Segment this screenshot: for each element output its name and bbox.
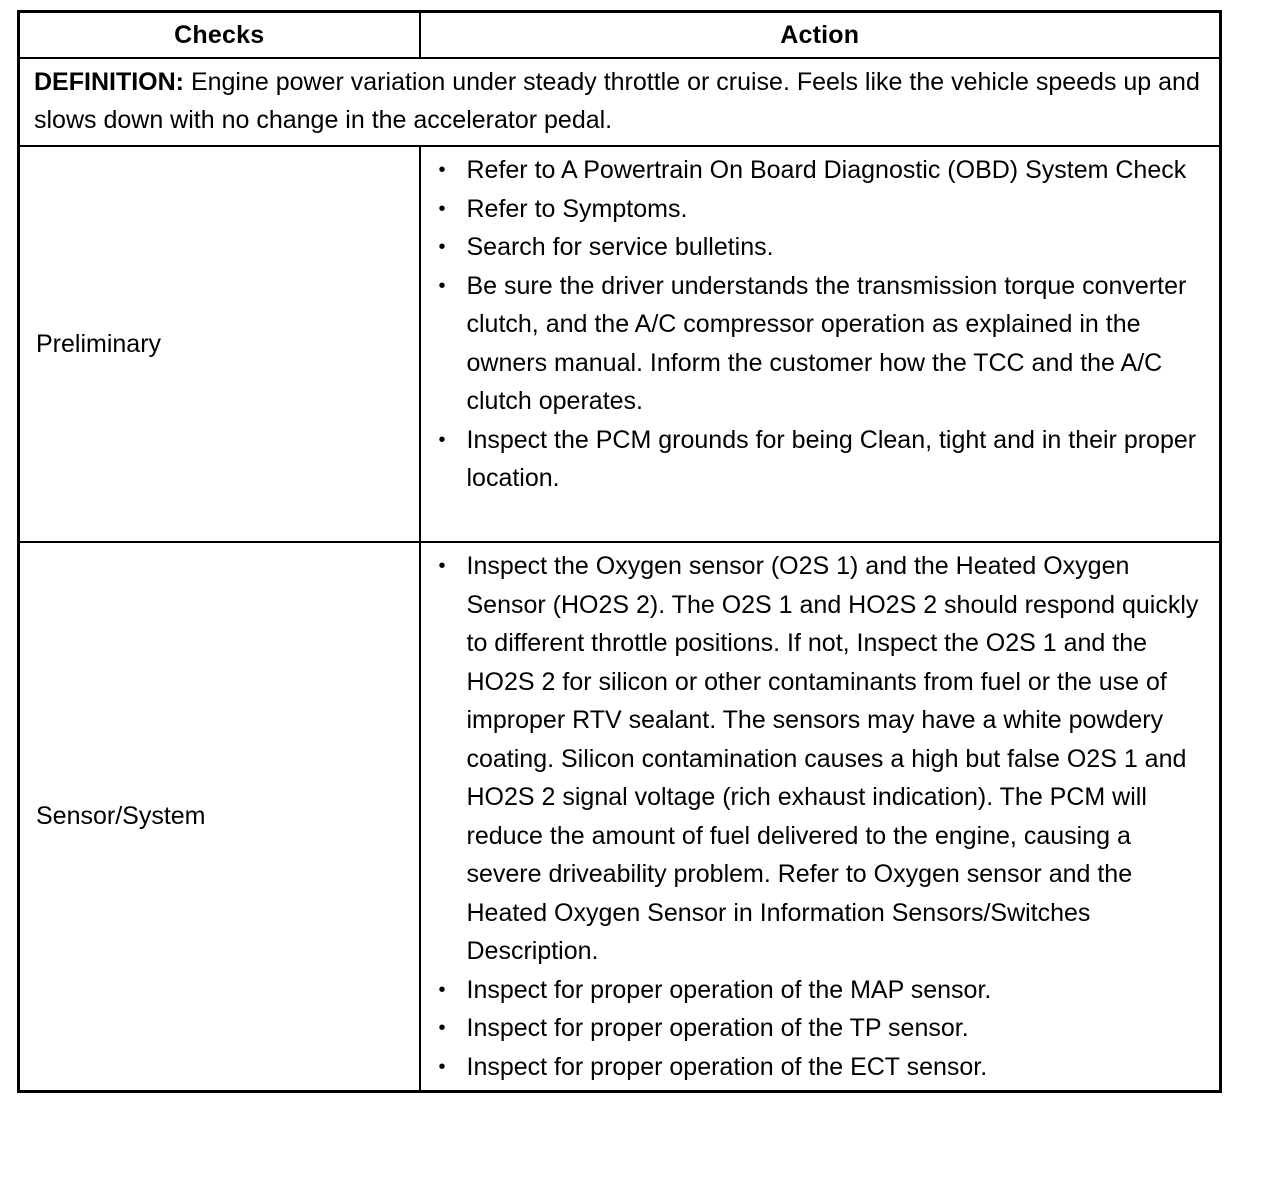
list-item: • Inspect the PCM grounds for being Clean, tight and in their proper location. — [435, 421, 1208, 498]
header-row — [19, 12, 1221, 59]
check-preliminary: Preliminary — [19, 146, 420, 542]
list-item: • Inspect for proper operation of the MAP sensor. — [435, 971, 1208, 1010]
action-cell-preliminary — [420, 146, 1221, 542]
action-list — [435, 151, 1208, 498]
list-item: • Inspect for proper operation of the ECT sensor. — [435, 1048, 1208, 1087]
list-item: • Refer to Symptoms. — [435, 190, 1208, 229]
definition-row — [19, 58, 1221, 146]
action-column-header: Action — [420, 12, 1221, 59]
list-item: • Refer to A Powertrain On Board Diagnostic (OBD) System Check — [435, 151, 1208, 190]
table-row — [19, 542, 1221, 1092]
action-list — [435, 547, 1208, 1086]
definition-label: DEFINITION: — [34, 68, 184, 96]
diagnostic-table — [17, 10, 1222, 1093]
list-item: • Inspect the Oxygen sensor (O2S 1) and the Heated Oxygen Sensor (HO2S 2). The O2S 1 and HO2S 2 should respond quickly to different throttle positions. If not, Inspect the O2S 1 and the HO2S 2 for silicon or other contaminants from fuel or the use of improper RTV sealant. The sensors may have a white powdery coating. Silicon contamination causes a high but false O2S 1 and HO2S 2 signal voltage (rich exhaust indication). The PCM will reduce the amount of fuel delivered to the engine, causing a severe driveability problem. Refer to Oxygen sensor and the Heated Oxygen Sensor in Information Sensors/Switches Description. — [435, 547, 1208, 971]
list-item: • Inspect for proper operation of the TP sensor. — [435, 1009, 1208, 1048]
table-row — [19, 146, 1221, 542]
definition-cell — [19, 58, 1221, 146]
definition-text: Engine power variation under steady throttle or cruise. Feels like the vehicle speeds up and slows down with no change in the accelerator pedal. — [34, 68, 1200, 134]
checks-column-header: Checks — [19, 12, 420, 59]
list-item: • Search for service bulletins. — [435, 228, 1208, 267]
action-cell-sensor-system — [420, 542, 1221, 1092]
check-sensor-system: Sensor/System — [19, 542, 420, 1092]
list-item: • Be sure the driver understands the transmission torque converter clutch, and the A/C compressor operation as explained in the owners manual. Inform the customer how the TCC and the A/C clutch operates. — [435, 267, 1208, 421]
